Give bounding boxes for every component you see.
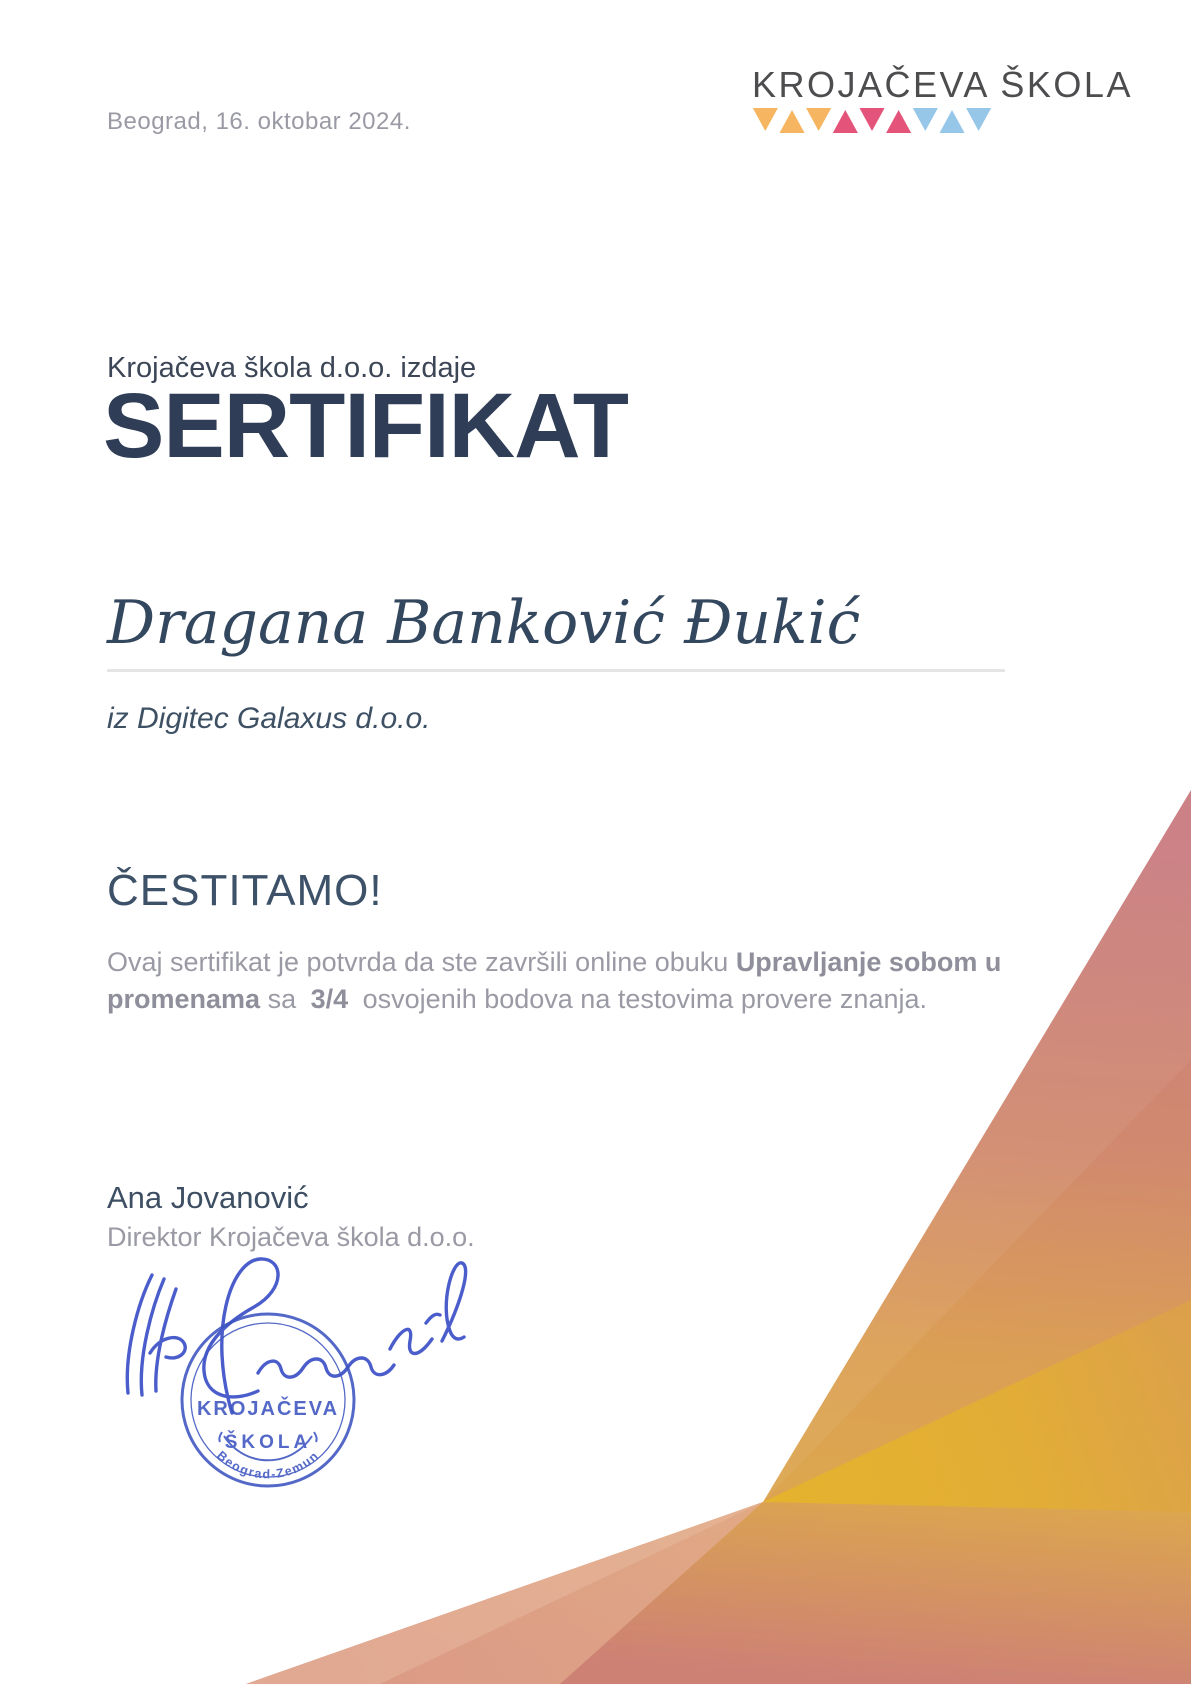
name-underline [107,669,1005,672]
recipient-name: Dragana Banković Đukić [107,588,861,658]
signatory-name: Ana Jovanović [107,1180,309,1215]
body-mid: sa [260,984,304,1014]
issuer-line: Krojačeva škola d.o.o. izdaje [107,352,477,384]
stamp-line1: KROJAČEVA [196,1398,340,1420]
signatory-role: Direktor Krojačeva škola d.o.o. [107,1222,475,1252]
stamp-arc-text: Beograd-Zemun [214,1448,322,1482]
congrats-heading: ČESTITAMO! [107,866,383,915]
score-value: 3/4 [310,984,349,1014]
course-name: Upravljanje sobom u promenama [107,947,1002,1014]
certificate-body [107,944,1097,1018]
body-post: osvojenih bodova na testovima provere znanja. [355,984,927,1014]
recipient-company: iz Digitec Galaxus d.o.o. [107,702,431,735]
body-pre: Ovaj sertifikat je potvrda da ste završili online obuku [107,947,736,977]
logo-triangles-icon [752,108,992,133]
company-stamp [158,1290,378,1510]
logo-wordmark: KROJAČEVA ŠKOLA [752,64,1133,105]
stamp-line2: ŠKOLA [224,1432,312,1453]
certificate-title: SERTIFIKAT [103,375,628,477]
place-date: Beograd, 16. oktobar 2024. [107,108,411,135]
